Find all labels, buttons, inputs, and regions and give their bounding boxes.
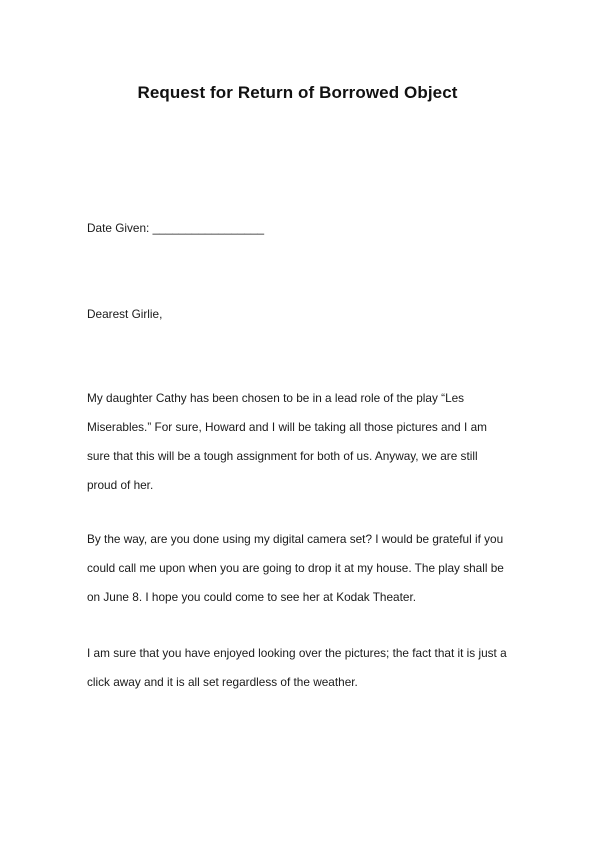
paragraph-line: My daughter Cathy has been chosen to be in a lead role of the play “Les: [87, 391, 465, 405]
paragraph-line: sure that this will be a tough assignment for both of us. Anyway, we are still: [87, 449, 478, 463]
paragraph-line: Miserables.” For sure, Howard and I will be taking all those pictures and I am: [87, 420, 487, 434]
paragraph-line: click away and it is all set regardless of the weather.: [87, 675, 358, 689]
paragraph-line: could call me upon when you are going to drop it at my house. The play shall be: [87, 561, 504, 575]
paragraph-line: on June 8. I hope you could come to see her at Kodak Theater.: [87, 590, 417, 604]
paragraph-2: [87, 525, 517, 612]
document-title: Request for Return of Borrowed Object: [137, 83, 458, 102]
paragraph-3: [87, 639, 517, 697]
paragraph-line: By the way, are you done using my digital camera set? I would be grateful if you: [87, 532, 504, 546]
date-given-line: Date Given: _________________: [87, 221, 265, 235]
paragraph-line: I am sure that you have enjoyed looking over the pictures; the fact that it is just a: [87, 646, 507, 660]
salutation: Dearest Girlie,: [87, 307, 163, 321]
paragraph-1: [87, 384, 517, 500]
paragraph-line: proud of her.: [87, 478, 154, 492]
